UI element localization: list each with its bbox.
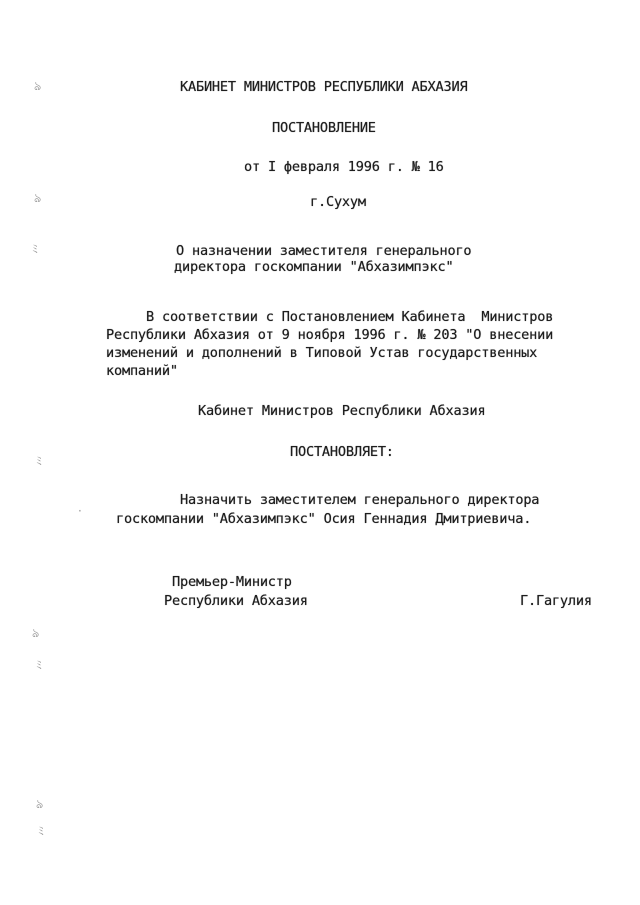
preamble-line-1: В соответствии с Постановлением Кабинета Министров <box>146 309 554 325</box>
decision-line-1: Назначить заместителем генерального директора <box>180 492 540 508</box>
preamble-line-4: компаний" <box>106 363 178 379</box>
signatory-title-2: Республики Абхазия <box>164 593 308 609</box>
margin-mark: ﾐ <box>36 658 43 672</box>
signatory-name: Г.Гагулия <box>520 593 592 609</box>
document-type-heading: ПОСТАНОВЛЕНИЕ <box>272 120 376 136</box>
margin-mark: ﾐ <box>36 454 43 468</box>
resolves-heading: ПОСТАНОВЛЯЕТ: <box>290 444 394 460</box>
margin-mark: ঌ <box>34 191 42 205</box>
margin-mark: ঌ <box>34 79 42 93</box>
margin-mark: ঌ <box>32 626 40 640</box>
authority-heading: КАБИНЕТ МИНИСТРОВ РЕСПУБЛИКИ АБХАЗИЯ <box>180 79 468 95</box>
signatory-title-1: Премьер-Министр <box>172 574 292 590</box>
subject-line-2: директора госкомпании "Абхазимпэкс" <box>174 259 454 275</box>
preamble-line-2: Республики Абхазия от 9 ноября 1996 г. № 203 "О внесении <box>106 327 554 343</box>
issuer: Кабинет Министров Республики Абхазия <box>198 403 486 419</box>
decision-line-2: госкомпании "Абхазимпэкс" Осия Геннадия Дмитриевича. <box>116 511 532 527</box>
preamble-line-3: изменений и дополнений в Типовой Устав государственных <box>106 345 538 361</box>
margin-mark: ঌ <box>36 797 44 811</box>
date-and-number: от I февраля 1996 г. № 16 <box>244 159 444 175</box>
subject-line-1: О назначении заместителя генерального <box>176 243 472 259</box>
city: г.Сухум <box>310 194 366 210</box>
margin-mark: ﾐ <box>32 242 39 256</box>
margin-dot: · <box>78 504 82 518</box>
margin-mark: ﾐ <box>38 824 45 838</box>
